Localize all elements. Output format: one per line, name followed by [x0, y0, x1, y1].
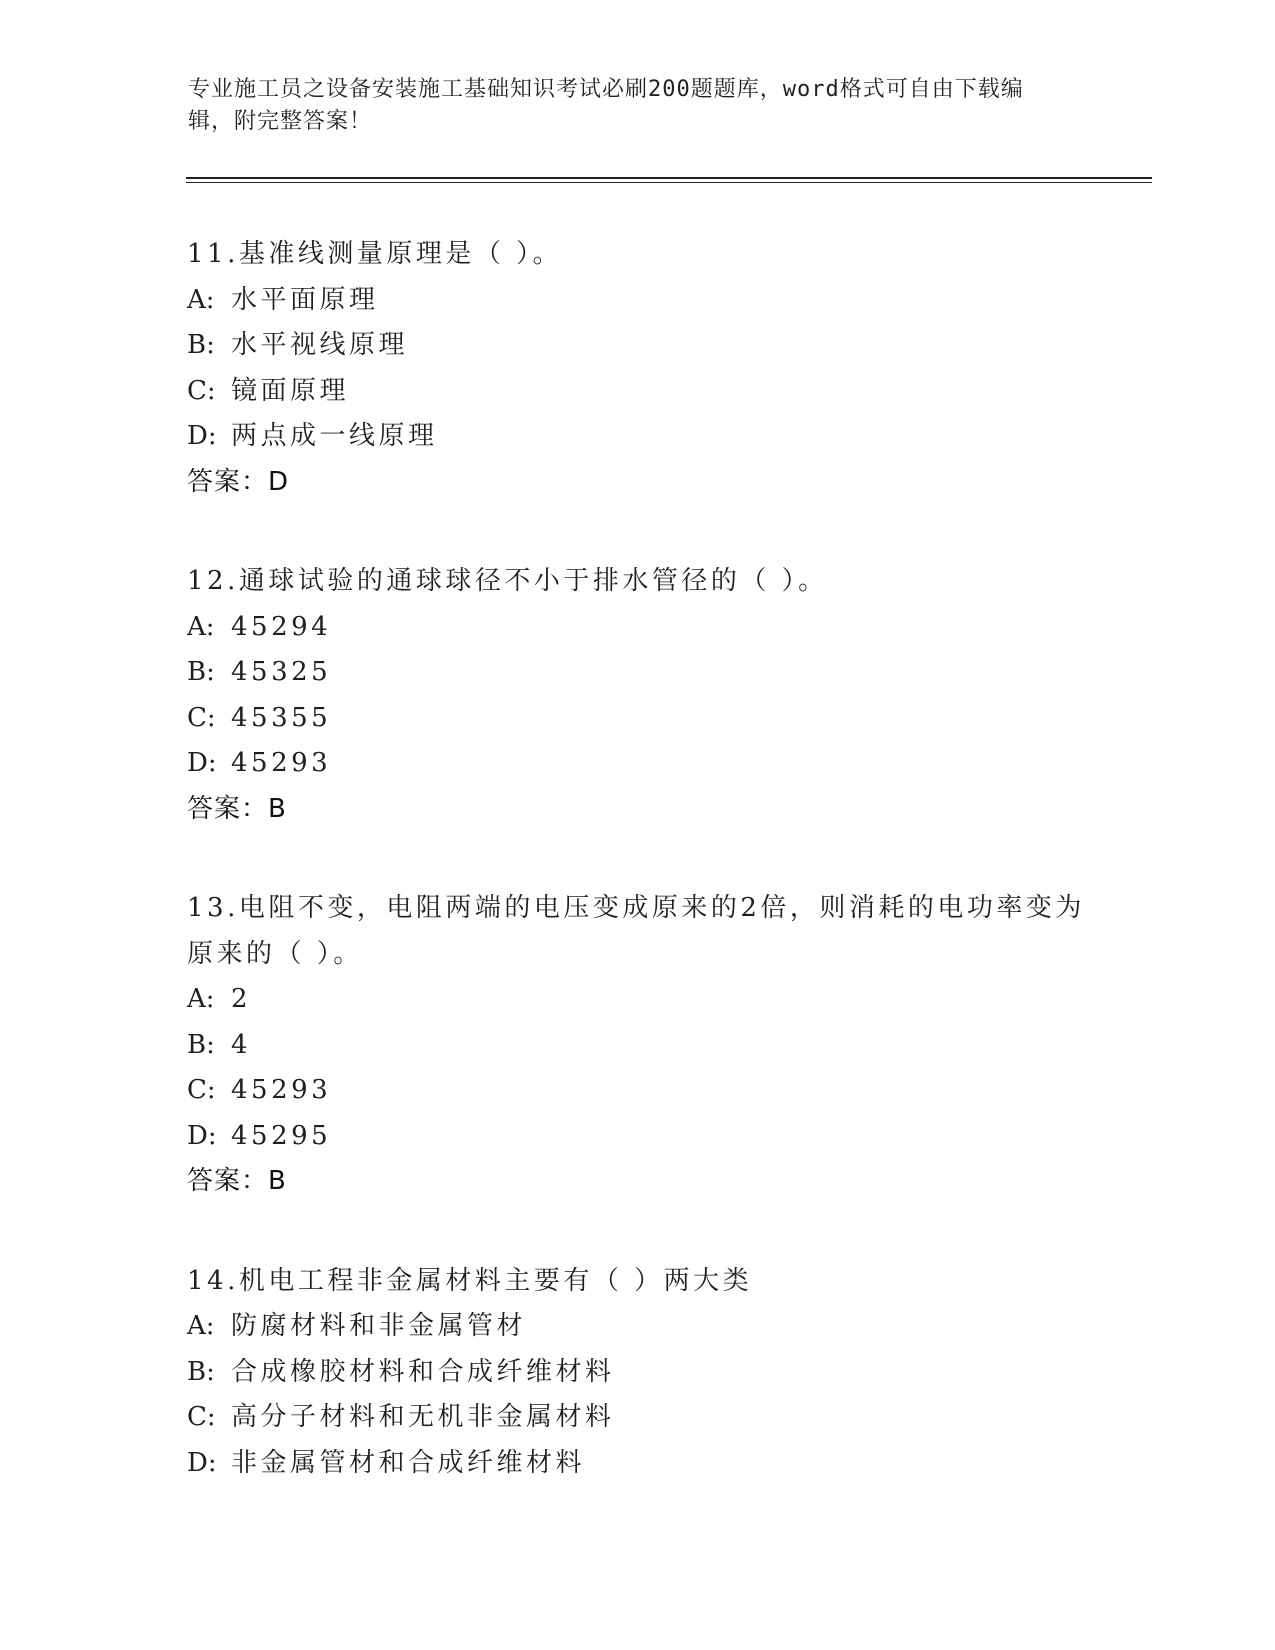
option-letter: A:: [187, 1311, 215, 1341]
option-b: [187, 650, 1087, 696]
answer-line: 答案：D: [187, 466, 290, 497]
document-header-title: 专业施工员之设备安装施工基础知识考试必刷200题题库，word格式可自由下载编辑，附完整答案！: [188, 77, 1024, 134]
option-letter: C:: [187, 1402, 216, 1432]
option-a: [187, 278, 1087, 324]
option-text: 45355: [231, 702, 332, 733]
option-d: [187, 741, 1087, 787]
question-list: [187, 232, 1087, 1540]
option-d: [187, 414, 1087, 460]
option-a: [187, 1304, 1087, 1350]
option-letter: B:: [187, 1029, 215, 1060]
question-item: [187, 1259, 1087, 1487]
option-letter: A:: [187, 984, 215, 1014]
option-letter: D:: [187, 1447, 217, 1478]
option-letter: B:: [187, 330, 215, 360]
question-item: [187, 232, 1087, 505]
option-text: 水平面原理: [231, 284, 379, 315]
option-text: 镜面原理: [231, 375, 350, 406]
option-text: 45295: [231, 1120, 332, 1151]
option-c: [187, 1068, 1087, 1114]
option-letter: C:: [187, 375, 216, 406]
option-text: 45325: [231, 657, 332, 687]
option-a: [187, 605, 1087, 651]
option-text: 水平视线原理: [231, 330, 409, 360]
question-stem: 12.通球试验的通球球径不小于排水管径的（ ）。: [187, 566, 828, 596]
question-item: [187, 559, 1087, 832]
option-text: 两点成一线原理: [231, 421, 438, 451]
option-text: 4: [231, 1029, 252, 1060]
option-text: 2: [231, 984, 252, 1014]
option-c: [187, 696, 1087, 742]
option-d: [187, 1114, 1087, 1160]
option-a: [187, 977, 1087, 1023]
option-c: [187, 369, 1087, 415]
option-text: 45293: [231, 1075, 332, 1105]
question-item: [187, 886, 1087, 1205]
option-text: 45293: [231, 748, 332, 778]
option-text: 合成橡胶材料和合成纤维材料: [231, 1356, 615, 1387]
header-divider-thin: [186, 182, 1152, 183]
header-divider-thick: [186, 177, 1152, 179]
option-letter: B:: [187, 1356, 215, 1387]
option-text: 45294: [231, 611, 332, 642]
question-stem: 13.电阻不变，电阻两端的电压变成原来的2倍，则消耗的电功率变为原来的（ ）。: [187, 893, 1085, 969]
option-letter: D:: [187, 748, 217, 778]
answer-line: 答案：B: [187, 793, 287, 824]
option-b: [187, 1023, 1087, 1069]
option-c: [187, 1395, 1087, 1441]
option-letter: C:: [187, 702, 216, 733]
option-letter: D:: [187, 421, 217, 451]
option-text: 高分子材料和无机非金属材料: [231, 1402, 615, 1432]
option-letter: C:: [187, 1075, 216, 1105]
option-text: 防腐材料和非金属管材: [231, 1311, 527, 1341]
option-b: [187, 323, 1087, 369]
question-stem: 14.机电工程非金属材料主要有（ ）两大类: [187, 1265, 753, 1296]
option-letter: A:: [187, 284, 215, 315]
option-letter: D:: [187, 1120, 217, 1151]
question-stem: 11.基准线测量原理是（ ）。: [187, 239, 563, 269]
option-letter: A:: [187, 611, 215, 642]
option-d: [187, 1441, 1087, 1487]
option-letter: B:: [187, 657, 215, 687]
option-b: [187, 1350, 1087, 1396]
option-text: 非金属管材和合成纤维材料: [231, 1447, 586, 1478]
answer-line: 答案：B: [187, 1166, 287, 1196]
